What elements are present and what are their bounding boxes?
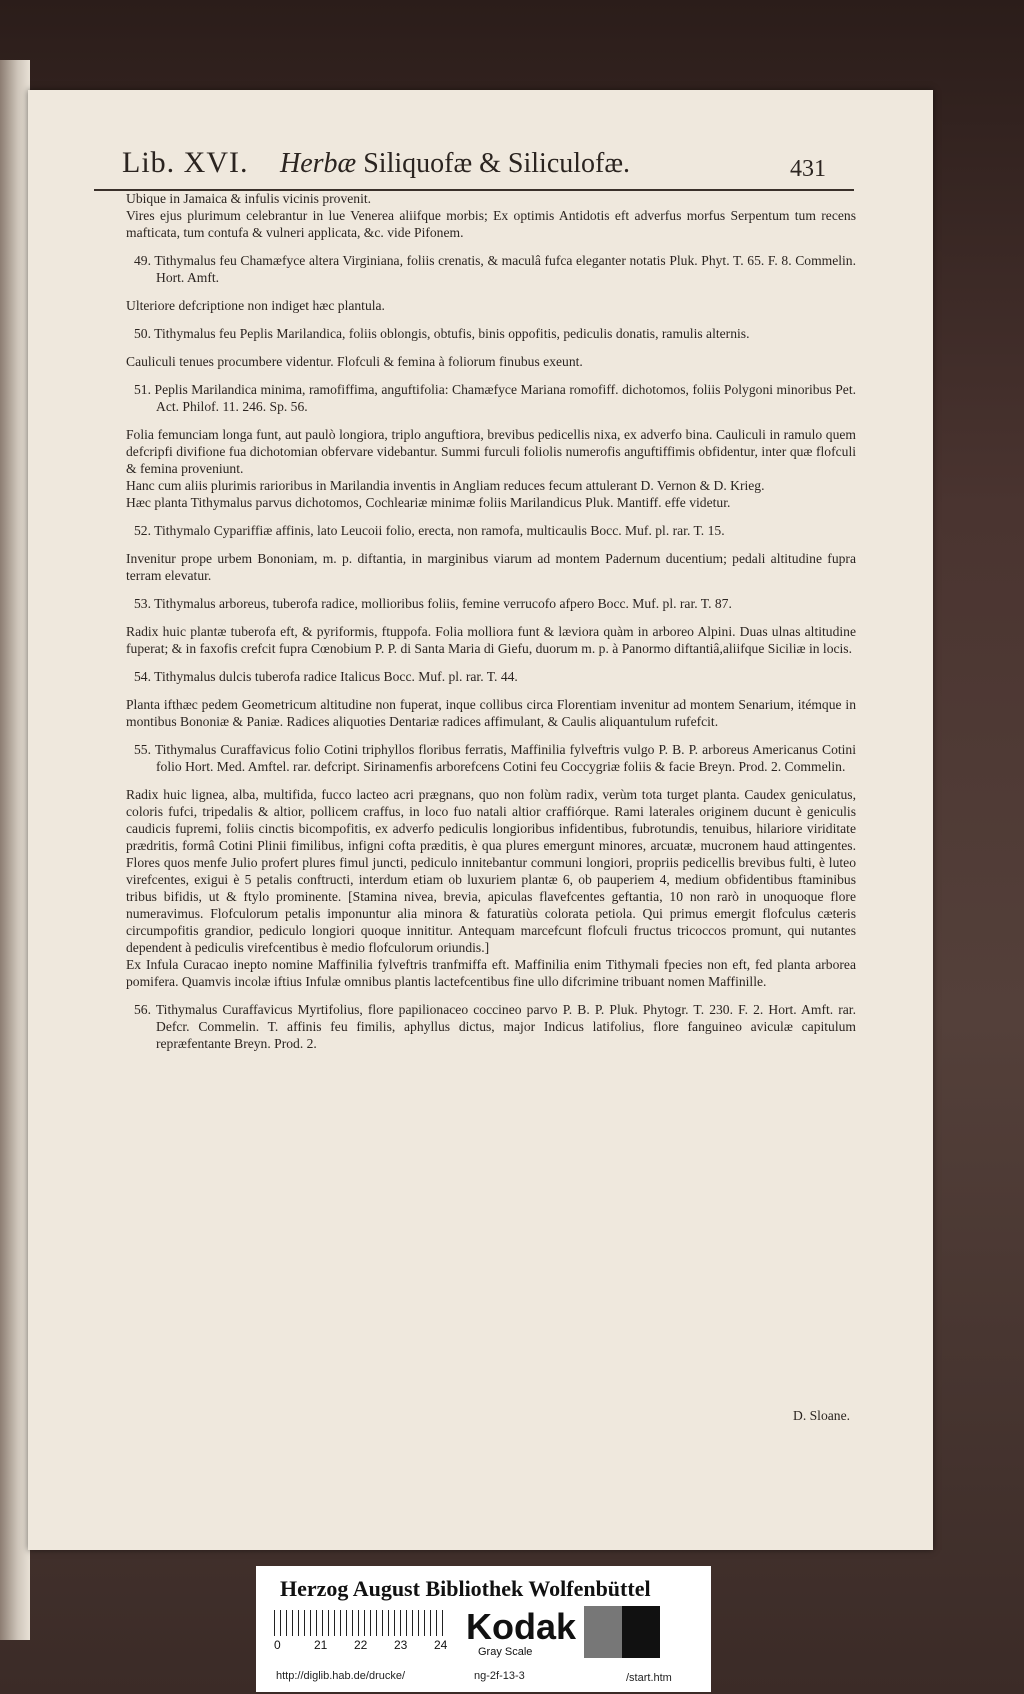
paragraph-gap: [126, 342, 856, 353]
paragraph-gap: [126, 730, 856, 741]
catchword: D. Sloane.: [793, 1408, 851, 1423]
scan-target-card: [256, 1566, 711, 1692]
paragraph: Planta ifthæc pedem Geometricum altitudine non fuperat, inque collibus circa Florentiam invenitur ad montem Senarium, itémque in montibus Bononiæ & Paniæ. Radices aliquoties Dentariæ radices affimulant, & Caulis aliquantulum rufefcit.: [126, 697, 856, 729]
paragraph: Ulteriore defcriptione non indiget hæc plantula.: [126, 298, 385, 313]
running-title-italic: Herbæ: [280, 148, 357, 179]
ruler-scale: [274, 1610, 444, 1636]
paragraph-gap: [126, 511, 856, 522]
paragraph: Radix huic lignea, alba, multifida, fucco lacteo acri prægnans, quo non folùm radix, verùm tota turget planta. Caudex geniculatus, coloris fufci, tripedalis & altior, pollicem craffus, in loco fuo natali altior craffiórque. Rami laterales originem ducunt è geniculis caudicis fupremi, foliis cinctis bicompofitis, ex adverfo pediculis longioribus infidentibus, fubrotundis, tenuibus, hilariore viriditate prædritis, formâ Cotini Plinii fimilibus, infigni cofta præditis, è qua plures emergunt minores, arcuatæ, mucronem haud attingentes. Flores quos menfe Julio profert plures fimul juncti, pediculo innitebantur communi longiori, propriis pedicellis brevibus fulti, è luteo virefcentes, exigui è 5 petalis conftructi, interdum etiam ob luxuriem plantæ 6, ob pauperiem 4, medium obfidentibus ftaminibus tribus bifidis, ut & ftylo prominente. [Stamina nivea, brevia, apiculas flavefcentes geftantia, 10 non rarò in unoquoque flore numeravimus. Flofculorum petalis imponuntur alia minora & faturatiùs colorata petiola. Qui primus emergit flofculus cæteris circumpofitis grandior, pediculo longiori quoque innititur. Antequam marcefcunt flofculi fructus tricoccos promunt, qui nutantes dependent à pediculis virefcentibus è medio flofculorum oriundis.]: [126, 787, 856, 955]
paragraph-gap: [126, 241, 856, 252]
shelfmark-code: ng-2f-13-3: [474, 1670, 525, 1682]
running-header: [94, 146, 862, 186]
kodak-logo: Kodak: [466, 1606, 577, 1647]
numbered-entry: 56. Tithymalus Curaffavicus Myrtifolius, flore papilionaceo coccineo parvo P. B. P. Pluk. Phytogr. T. 230. F. 2. Hort. Amft. rar. Defcr. Commelin. T. affinis feu fimilis, aphyllus dictus, major Indicus latifolius, flore fanguineo aviculæ capitulum repræfentante Breyn. Prod. 2.: [134, 1002, 856, 1051]
black-swatch: [622, 1606, 660, 1658]
paragraph: Invenitur prope urbem Bononiam, m. p. diftantia, in marginibus viarum ad montem Padernum ducentium; pedali altitudine fupra terram elevatur.: [126, 551, 856, 583]
paragraph-gap: [126, 775, 856, 786]
numbered-entry: 55. Tithymalus Curaffavicus folio Cotini triphyllos floribus ferratis, Maffinilia fylveftris vulgo P. B. P. arboreus Americanus Cotini folio Hort. Med. Amftel. rar. defcript. Sirinamenfis arborefcens Cotini feu Coccygriæ foliis & facie Breyn. Prod. 2. Commelin.: [134, 742, 856, 774]
ruler-label: 22: [354, 1638, 368, 1652]
page-body: [126, 190, 856, 1052]
paragraph: Vires ejus plurimum celebrantur in lue Venerea aliifque morbis; Ex optimis Antidotis eft adverfus morfus Serpentum tum recens mafticata, tum contufa & vulneri applicata, &c. vide Pifonem.: [126, 208, 856, 240]
library-name: Herzog August Bibliothek Wolfenbüttel: [280, 1576, 651, 1601]
numbered-entry: 51. Peplis Marilandica minima, ramofiffima, anguftifolia: Chamæfyce Mariana romofiff. dichotomos, foliis Polygoni minoribus Pet. Act. Philof. 11. 246. Sp. 56.: [134, 382, 856, 414]
paragraph-gap: [126, 539, 856, 550]
source-url: http://diglib.hab.de/drucke/: [276, 1670, 406, 1682]
paragraph-gap: [126, 584, 856, 595]
numbered-entry: 49. Tithymalus feu Chamæfyce altera Virginiana, foliis crenatis, & maculâ fufca eleganter notatis Pluk. Phyt. T. 65. F. 8. Commelin. Hort. Amft.: [134, 253, 856, 285]
ruler-label: 0: [274, 1638, 281, 1652]
paragraph-gap: [126, 370, 856, 381]
ruler-label: 21: [314, 1638, 328, 1652]
numbered-entry: 52. Tithymalo Cypariffiæ affinis, lato Leucoii folio, erecta, non ramofa, multicaulis Bocc. Muf. pl. rar. T. 15.: [134, 523, 725, 538]
paragraph-gap: [126, 415, 856, 426]
numbered-entry: 53. Tithymalus arboreus, tuberofa radice, mollioribus foliis, femine verrucofo afpero Bocc. Muf. pl. rar. T. 87.: [134, 596, 732, 611]
running-title: [280, 148, 630, 180]
start-link: /start.htm: [626, 1672, 672, 1684]
paragraph: Hanc cum aliis plurimis rarioribus in Marilandia inventis in Angliam reduces fecum attulerant D. Vernon & D. Krieg.: [126, 478, 765, 493]
ruler-label: 24: [434, 1638, 448, 1652]
paragraph: Radix huic plantæ tuberofa eft, & pyriformis, ftuppofa. Folia molliora funt & læviora quàm in arboreo Alpini. Duas ulnas altitudine fuperat; & in faxofis crefcit fupra Cœnobium P. P. di Santa Maria di Giefu, duorum m. p. à Panormo diftantiâ,aliifque Siciliæ in locis.: [126, 624, 856, 656]
numbered-entry: 50. Tithymalus feu Peplis Marilandica, foliis oblongis, obtufis, binis oppofitis, pediculis donatis, ramulis alternis.: [134, 326, 750, 341]
gray-swatch: [584, 1606, 622, 1658]
paragraph-gap: [126, 685, 856, 696]
paragraph: Ex Infula Curacao inepto nomine Maffinilia fylveftris tranfmiffa eft. Maffinilia enim Tithymali fpecies non eft, fed planta arborea pomifera. Quamvis incolæ iftius Infulæ omnibus plantis lactefcentibus fine ullo difcrimine tribuant nomen Maffinille.: [126, 957, 856, 989]
paragraph-gap: [126, 612, 856, 623]
paragraph: Hæc planta Tithymalus parvus dichotomos, Cochleariæ minimæ foliis Marilandicus Pluk. Mantiff. effe videtur.: [126, 495, 731, 510]
ruler-label: 23: [394, 1638, 408, 1652]
paragraph-gap: [126, 990, 856, 1001]
paragraph-gap: [126, 314, 856, 325]
book-number: Lib. XVI.: [122, 146, 249, 179]
paragraph: Ubique in Jamaica & infulis vicinis provenit.: [126, 191, 372, 206]
paragraph-gap: [126, 286, 856, 297]
gray-scale-label: Gray Scale: [478, 1646, 533, 1658]
paragraph: Folia femunciam longa funt, aut paulò longiora, triplo anguftiora, brevibus pedicellis nixa, ex adverfo bina. Cauliculi in ramulo quem defcripfi divifione fua dichotomian obfervare videbantur. Summi furculi foliolis numerofis anguftiffimis obfidentur, inter quæ flofculi & femina proveniunt.: [126, 427, 856, 476]
page-number: 431: [790, 156, 826, 182]
numbered-entry: 54. Tithymalus dulcis tuberofa radice Italicus Bocc. Muf. pl. rar. T. 44.: [134, 669, 518, 684]
paragraph-gap: [126, 657, 856, 668]
paragraph: Cauliculi tenues procumbere videntur. Flofculi & femina à foliorum finubus exeunt.: [126, 354, 583, 369]
running-title-rest: Siliquofæ & Siliculofæ.: [363, 148, 631, 179]
book-edge: [0, 60, 30, 1640]
